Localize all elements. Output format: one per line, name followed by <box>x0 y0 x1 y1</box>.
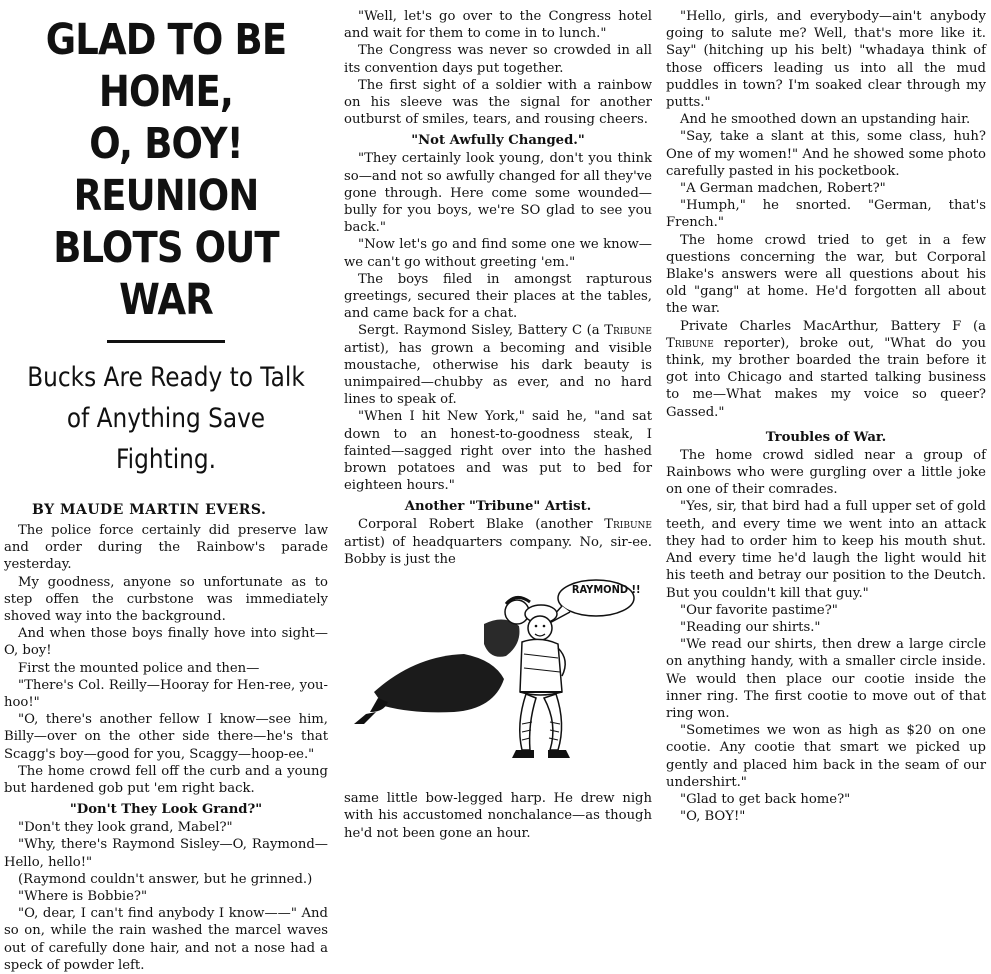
text-run: reporter), broke out, "What do you think, my brother boarded the train before it got into Chicago and started talking business to me—What makes my voice so queer? Gassed." <box>666 335 986 420</box>
paragraph: The police force certainly did preserve law and order during the Rainbow's parade yesterday. <box>4 523 328 573</box>
paragraph: "O, dear, I can't find anybody I know——" And so on, while the rain washed the marcel waves out of carefully done hair, and not a nose had a speck of powder left. <box>4 906 328 973</box>
paragraph: "Our favorite pastime?" <box>680 602 838 618</box>
section-subhead: "Don't They Look Grand?" <box>69 802 263 818</box>
text-run: Private Charles MacArthur, Battery F (a <box>680 318 986 334</box>
paragraph: "Now let's go and find some one we know—we can't go without greeting 'em." <box>344 237 652 270</box>
headline-line: BLOTS OUT WAR <box>53 223 279 325</box>
paragraph <box>344 322 652 408</box>
paragraph: "O, BOY!" <box>680 809 746 825</box>
paragraph: "Hello, girls, and everybody—ain't anybody going to salute me? Well, that's more like it. Say" (hitching up his belt) "whadaya think of those officers leading us into all the mud puddles in town? I'm soaked clear through my putts." <box>666 9 986 111</box>
paragraph: "Sometimes we won as high as $20 on one cootie. Any cootie that smart we picked up gently and placed him back in the seam of our undershirt." <box>666 723 986 790</box>
paragraph: "Yes, sir, that bird had a full upper set of gold teeth, and every time we went into an attack they had to order him to keep his mouth shut. And every time he'd laugh the light would hit his teeth and betray our position to the Deutch. But you couldn't kill that guy." <box>666 499 986 601</box>
paragraph: The boys filed in amongst rapturous greetings, secured their places at the tables, and came back for a chat. <box>344 271 652 322</box>
paragraph: "When I hit New York," said he, "and sat down to an honest-to-goodness steak, I fainted—sagged right over into the hashed brown potatoes and was put to bed for eighteen hours." <box>344 409 652 494</box>
speech-bubble-text: RAYMOND !! <box>571 583 641 597</box>
cartoon-illustration <box>344 574 652 784</box>
tribune-smallcaps: Tribune <box>604 323 652 339</box>
paragraph: The home crowd sidled near a group of Rainbows who were gurgling over a little joke on one of their comrades. <box>666 447 986 498</box>
paragraph: "Well, let's go over to the Congress hotel and wait for them to come in to lunch." <box>344 9 652 42</box>
paragraph: "There's Col. Reilly—Hooray for Hen-ree, you-hoo!" <box>4 677 328 711</box>
text-run: artist) of headquarters company. No, sir-ee. Bobby is just the <box>344 534 652 567</box>
headline-line: O, BOY! REUNION <box>73 119 259 221</box>
paragraph: "Say, take a slant at this, some class, huh? One of my women!" And he showed some photo carefully pasted in his pocketbook. <box>666 129 986 179</box>
text-run: Corporal Robert Blake (another <box>358 517 605 533</box>
paragraph: "Glad to get back home?" <box>680 791 851 807</box>
headline-divider <box>107 340 225 343</box>
text-run: artist), has grown a becoming and visible moustache, otherwise his dark beauty is unimpaired—chubby as ever, and no hard lines to speak of. <box>344 340 652 408</box>
paragraph: (Raymond couldn't answer, but he grinned.) <box>18 871 313 887</box>
text-run: Sergt. Raymond Sisley, Battery C (a <box>358 323 605 339</box>
paragraph: "They certainly look young, don't you think so—and not so awfully changed for all they've gone through. Here come some wounded—bully for you boys, we're SO glad to see you back." <box>344 151 652 236</box>
paragraph: "A German madchen, Robert?" <box>680 181 886 197</box>
subheadline-line: of Anything Save <box>66 403 266 434</box>
column-3 <box>666 8 986 825</box>
paragraph: First the mounted police and then— <box>18 660 260 676</box>
cartoon-drawing <box>344 574 652 784</box>
paragraph: "Don't they look grand, Mabel?" <box>18 820 233 836</box>
section-subhead: "Not Awfully Changed." <box>411 133 585 149</box>
subheadline-line: Fighting. <box>116 444 216 475</box>
paragraph: same little bow-legged harp. He drew nigh with his accustomed nonchalance—as though he'd not been gone an hour. <box>344 791 652 841</box>
paragraph: The home crowd tried to get in a few questions concerning the war, but Corporal Blake's answers were all questions about his old "gang" at home. He'd forgotten all about the war. <box>666 232 986 317</box>
paragraph: And when those boys finally hove into sight—O, boy! <box>4 626 328 659</box>
paragraph: "Why, there's Raymond Sisley—O, Raymond—Hello, hello!" <box>4 837 328 870</box>
paragraph: "O, there's another fellow I know—see him, Billy—over on the other side there—he's that Scagg's boy—good for you, Scaggy—hoop-ee." <box>4 712 328 762</box>
paragraph: "Where is Bobbie?" <box>18 889 148 905</box>
column-2 <box>344 8 652 842</box>
section-subhead: Troubles of War. <box>765 429 887 445</box>
subheadline-line: Bucks Are Ready to Talk <box>27 362 305 393</box>
paragraph: "We read our shirts, then drew a large circle on anything handy, with a smaller circle inside. We would then place our cootie inside the inner ring. The first cootie to move out of that ring won. <box>666 637 986 721</box>
paragraph: The Congress was never so crowded in all its convention days put together. <box>344 43 652 76</box>
paragraph <box>344 516 652 568</box>
paragraph: The first sight of a soldier with a rainbow on his sleeve was the signal for another outburst of smiles, tears, and rousing cheers. <box>344 77 652 128</box>
paragraph <box>666 318 986 421</box>
tribune-smallcaps: Tribune <box>666 335 714 351</box>
column-1 <box>4 0 328 974</box>
paragraph: And he smoothed down an upstanding hair. <box>680 112 971 128</box>
byline: BY MAUDE MARTIN EVERS. <box>32 502 267 518</box>
tribune-smallcaps: Tribune <box>604 517 652 533</box>
paragraph: "Reading our shirts." <box>680 619 821 635</box>
subheadline <box>27 357 306 480</box>
paragraph: The home crowd fell off the curb and a young but hardened gob put 'em right back. <box>4 763 328 797</box>
headline-line: GLAD TO BE HOME, <box>45 15 287 117</box>
paragraph: My goodness, anyone so unfortunate as to step offen the curbstone was immediately shoved way into the background. <box>4 574 328 625</box>
paragraph: "Humph," he snorted. "German, that's French." <box>666 198 986 231</box>
headline <box>27 14 306 326</box>
section-subhead: Another "Tribune" Artist. <box>404 499 592 515</box>
